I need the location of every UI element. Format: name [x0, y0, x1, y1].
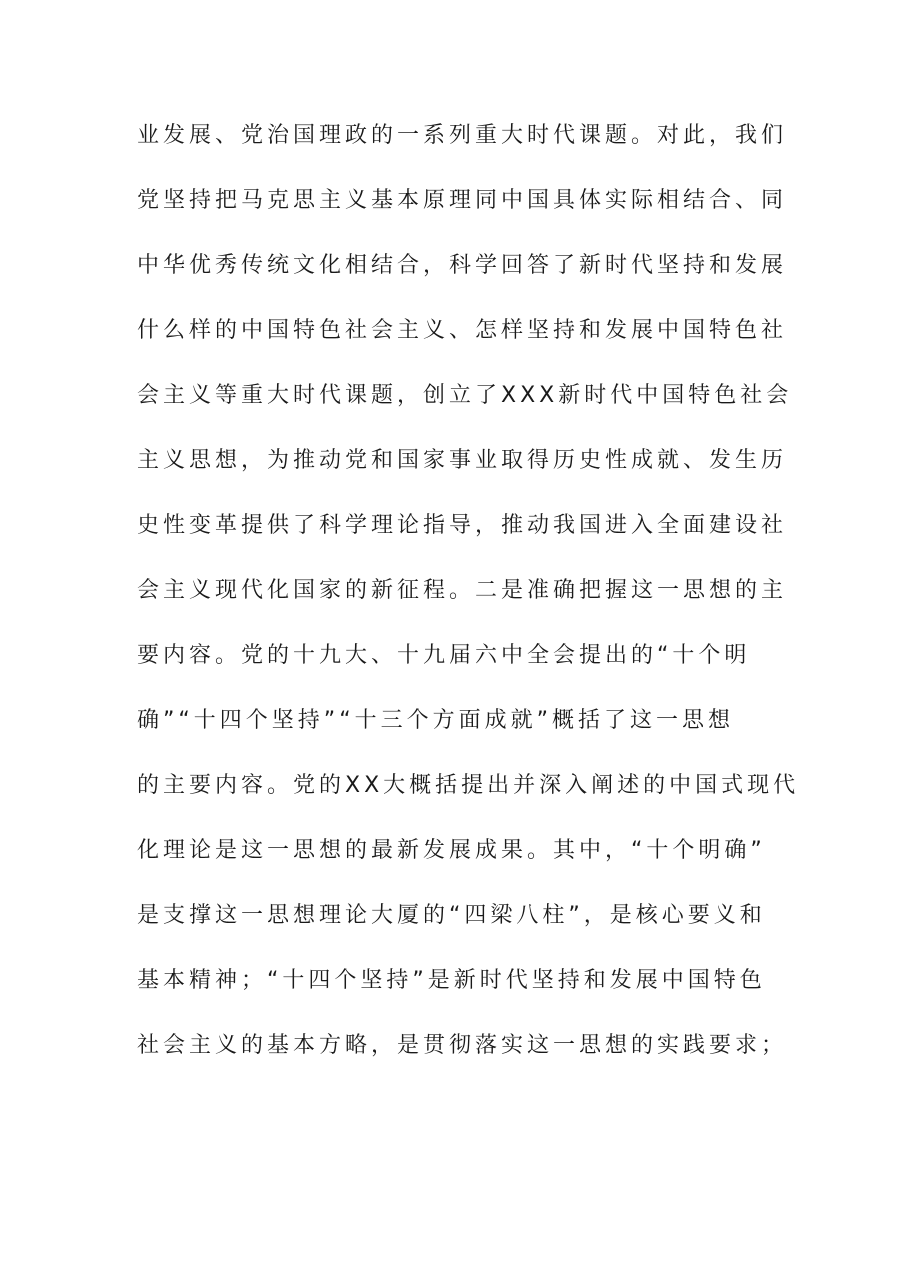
text-line-8: 会主义现代化国家的新征程。二是准确把握这一思想的主: [137, 578, 788, 603]
text-line-12: 化理论是这一思想的最新发展成果。其中，“十个明确”: [137, 838, 766, 863]
text-line-5: 会主义等重大时代课题，创立了XXX新时代中国特色社会: [137, 383, 793, 408]
text-line-7: 史性变革提供了科学理论指导，推动我国进入全面建设社: [137, 513, 788, 538]
text-line-3: 中华优秀传统文化相结合，科学回答了新时代坚持和发展: [137, 253, 788, 278]
text-line-10: 确”“十四个坚持”“十三个方面成就”概括了这一思想: [137, 708, 734, 733]
body-text: [137, 116, 800, 1091]
text-line-6: 主义思想，为推动党和国家事业取得历史性成就、发生历: [137, 448, 788, 473]
text-line-15: 社会主义的基本方略，是贯彻落实这一思想的实践要求；: [137, 1033, 788, 1058]
text-line-9: 要内容。党的十九大、十九届六中全会提出的“十个明: [137, 643, 751, 668]
text-line-2: 党坚持把马克思主义基本原理同中国具体实际相结合、同: [137, 188, 788, 213]
text-line-14: 基本精神；“十四个坚持”是新时代坚持和发展中国特色: [137, 968, 766, 993]
text-line-11: 的主要内容。党的XX大概括提出并深入阐述的中国式现代: [137, 773, 800, 798]
text-line-4: 什么样的中国特色社会主义、怎样坚持和发展中国特色社: [137, 318, 788, 343]
text-line-1: 业发展、党治国理政的一系列重大时代课题。对此，我们: [137, 123, 788, 148]
text-line-13: 是支撑这一思想理论大厦的“四梁八柱”，是核心要义和: [137, 903, 766, 928]
